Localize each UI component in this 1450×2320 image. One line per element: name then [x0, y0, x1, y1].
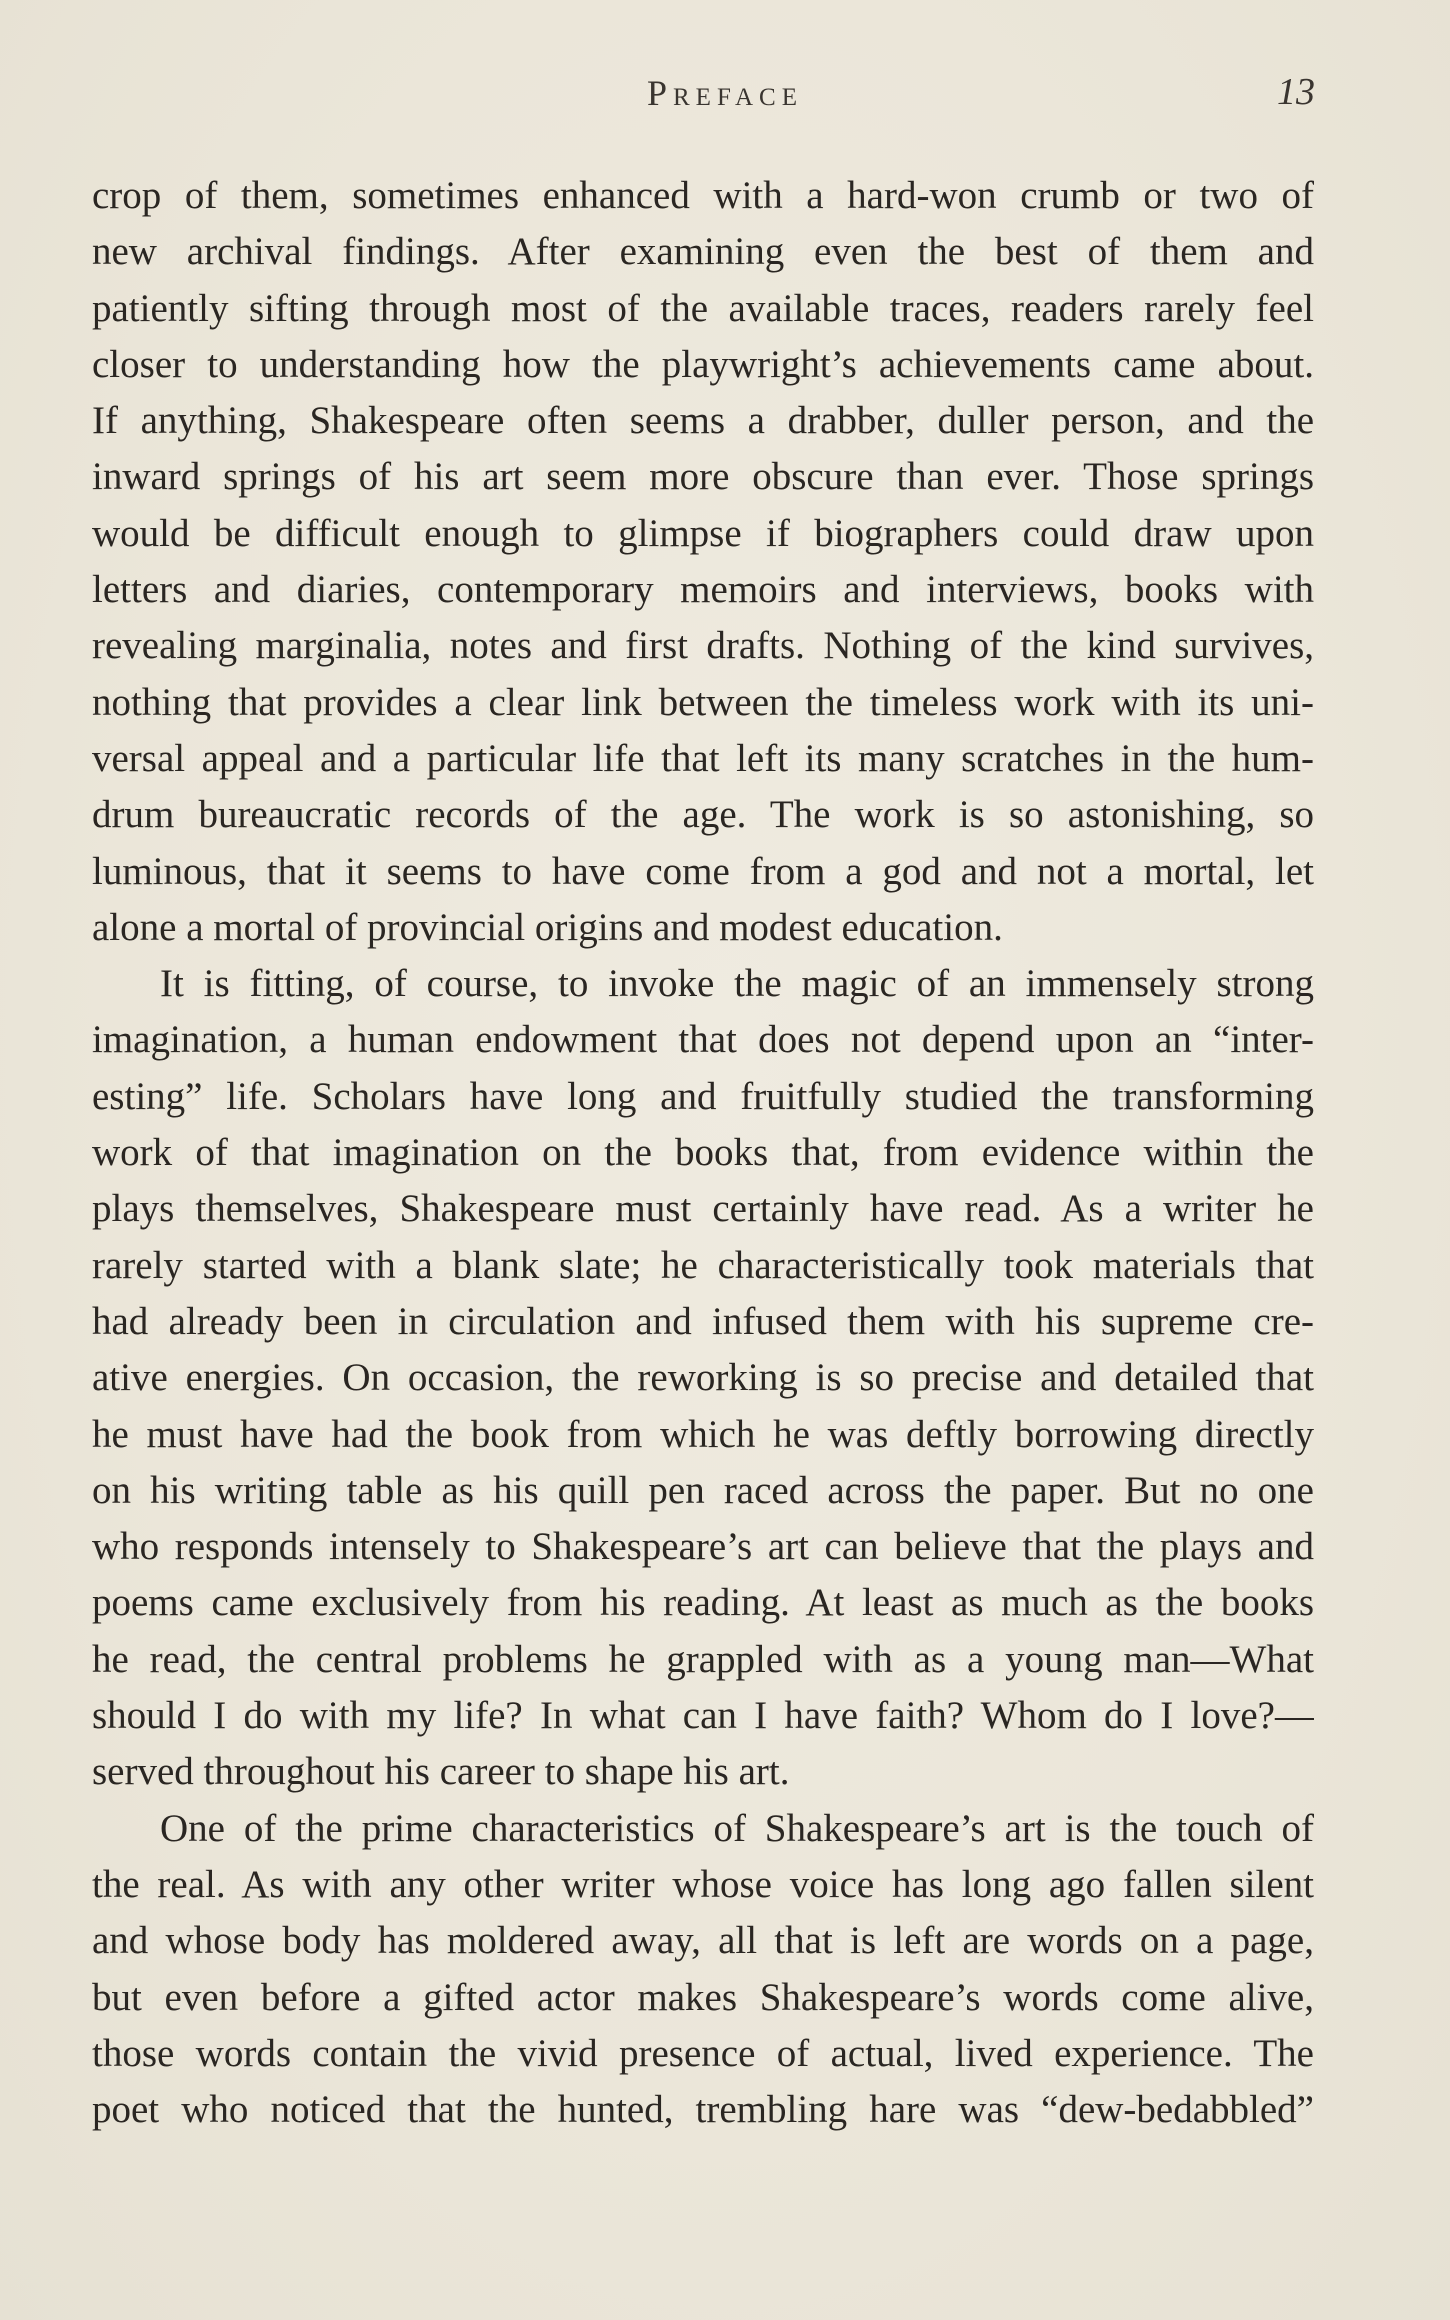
- text-line: crop of them, sometimes enhanced with a hard-won crumb or two of: [92, 174, 1314, 217]
- text-line: drum bureaucratic records of the age. The work is so astonishing, so: [92, 793, 1314, 837]
- text-line: closer to understanding how the playwright’s achievements came about.: [92, 342, 1314, 386]
- text-line: versal appeal and a particular life that left its many scratches in the hum-: [92, 736, 1314, 780]
- text-line: imagination, a human endowment that does not depend upon an “inter-: [92, 1018, 1314, 1062]
- running-title: Preface: [646, 73, 803, 113]
- text-line: he must have had the book from which he was deftly borrowing directly: [92, 1412, 1314, 1456]
- text-line: It is fitting, of course, to invoke the magic of an immensely strong: [160, 962, 1314, 1006]
- text-line: had already been in circulation and infused them with his supreme cre-: [92, 1299, 1314, 1343]
- text-line: who responds intensely to Shakespeare’s art can believe that the plays and: [92, 1525, 1314, 1569]
- body-text: [92, 168, 1314, 2138]
- text-line: poems came exclusively from his reading. At least as much as the books: [92, 1581, 1314, 1625]
- text-line: new archival findings. After examining even the best of them and: [92, 230, 1314, 274]
- text-line: work of that imagination on the books that, from evidence within the: [92, 1131, 1314, 1175]
- text-line: he read, the central problems he grappled with as a young man—What: [92, 1637, 1314, 1681]
- running-head: [0, 64, 1450, 124]
- text-line: plays themselves, Shakespeare must certainly have read. As a writer he: [92, 1187, 1314, 1231]
- text-line: rarely started with a blank slate; he characteristically took materials that: [92, 1243, 1314, 1287]
- text-line: would be difficult enough to glimpse if biographers could draw upon: [92, 511, 1314, 555]
- text-line: ative energies. On occasion, the reworking is so precise and detailed that: [92, 1356, 1314, 1400]
- text-line: revealing marginalia, notes and first drafts. Nothing of the kind survives,: [92, 624, 1314, 668]
- text-line: patiently sifting through most of the available traces, readers rarely feel: [92, 286, 1314, 330]
- text-line: esting” life. Scholars have long and fruitfully studied the transforming: [92, 1074, 1314, 1118]
- text-line: luminous, that it seems to have come from a god and not a mortal, let: [92, 849, 1314, 893]
- text-line: letters and diaries, contemporary memoirs and interviews, books with: [92, 568, 1314, 612]
- text-line: and whose body has moldered away, all that is left are words on a page,: [92, 1919, 1314, 1963]
- text-line: poet who noticed that the hunted, trembling hare was “dew-bedabbled”: [92, 2088, 1314, 2132]
- text-line: If anything, Shakespeare often seems a drabber, duller person, and the: [92, 399, 1314, 443]
- text-line: served throughout his career to shape his art.: [92, 1750, 790, 1794]
- text-line: alone a mortal of provincial origins and modest education.: [92, 905, 1003, 949]
- text-line: nothing that provides a clear link between the timeless work with its uni-: [92, 680, 1314, 724]
- text-line: inward springs of his art seem more obscure than ever. Those springs: [92, 455, 1314, 499]
- text-line: the real. As with any other writer whose voice has long ago fallen silent: [92, 1862, 1314, 1906]
- text-line: those words contain the vivid presence of actual, lived experience. The: [92, 2031, 1314, 2075]
- page-number: 13: [1277, 71, 1315, 113]
- text-line: should I do with my life? In what can I have faith? Whom do I love?—: [92, 1694, 1314, 1738]
- text-line: One of the prime characteristics of Shakespeare’s art is the touch of: [160, 1806, 1314, 1850]
- text-line: but even before a gifted actor makes Shakespeare’s words come alive,: [92, 1975, 1314, 2019]
- text-line: on his writing table as his quill pen raced across the paper. But no one: [92, 1468, 1314, 1512]
